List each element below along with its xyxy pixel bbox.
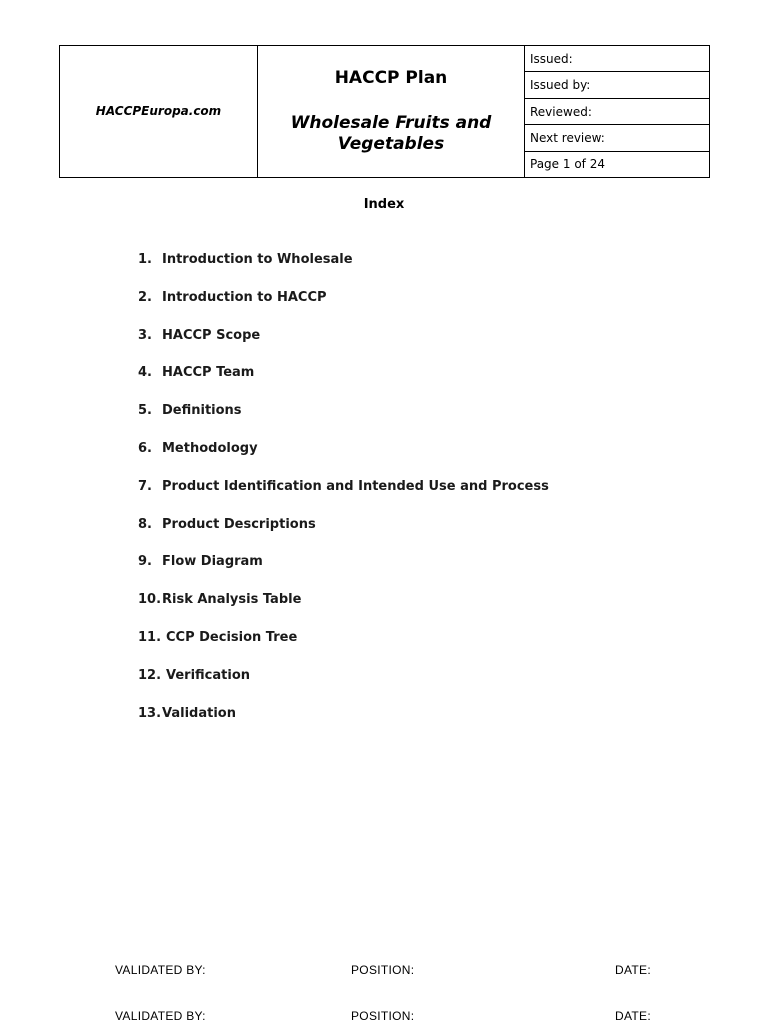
toc-item-label: HACCP Team [162,365,255,381]
toc-item [138,328,549,366]
date-label: DATE: [615,1009,651,1023]
toc-item-label: Methodology [162,440,258,456]
document-subtitle [258,113,524,155]
header-org-cell [60,46,258,177]
page-number-field: Page 1 of 24 [530,157,605,172]
toc-item-label: Product Descriptions [162,516,316,532]
position-label: POSITION: [351,963,415,977]
toc-item [138,365,549,403]
reviewed-field: Reviewed: [525,99,709,125]
document-subtitle-line1: Wholesale Fruits and [290,113,492,133]
toc-item [138,403,549,441]
toc-item [138,706,549,744]
toc-item-label: Introduction to Wholesale [162,252,353,267]
next-review-field: Next review: [525,125,709,151]
toc-item-label: Flow Diagram [162,554,263,570]
toc-item-number: 5. [138,403,152,419]
toc-item-label: Product Identification and Intended Use and Process [162,478,549,494]
toc-item [138,252,549,290]
document-header-table [59,45,710,178]
toc-item-number: 3. [138,327,152,343]
toc-item-number: 2. [138,289,152,305]
toc-item-number: 7. [138,478,152,494]
toc-item [138,479,549,517]
toc-item-number: 1. [138,252,152,267]
document-subtitle-line2: Vegetables [337,134,445,154]
document-title: HACCP Plan [334,68,448,88]
header-meta-cells [525,46,709,177]
toc-item-number: 13. [138,705,162,721]
toc-item-label: HACCP Scope [162,327,261,343]
toc-item-label: Definitions [162,403,242,419]
validated-by-label: VALIDATED BY: [115,1009,206,1023]
toc-item-number: 8. [138,516,152,532]
position-label: POSITION: [351,1009,415,1023]
issued-field: Issued: [525,46,709,72]
date-label: DATE: [615,963,651,977]
issued-by-field: Issued by: [525,72,709,98]
toc-item [138,592,549,630]
toc-item [138,630,549,668]
toc-item-label: Verification [166,667,251,683]
toc-item-label: Risk Analysis Table [162,592,302,608]
toc-item-number: 9. [138,554,152,570]
index-heading: Index [363,197,405,212]
toc-item-label: CCP Decision Tree [166,629,298,645]
toc-item [138,290,549,328]
toc-item-label: Validation [162,705,236,721]
toc-item-label: Introduction to HACCP [162,289,327,305]
toc-item [138,554,549,592]
toc-item-number: 6. [138,440,152,456]
toc-item [138,517,549,555]
toc-item-number: 4. [138,365,152,381]
toc-item-number: 11. [138,629,162,645]
toc-item [138,668,549,706]
toc-item-number: 10. [138,592,162,608]
validated-by-label: VALIDATED BY: [115,963,206,977]
organization-name: HACCPEuropa.com [95,103,222,118]
toc-item [138,441,549,479]
toc-item-number: 12. [138,667,162,683]
table-of-contents [138,252,549,743]
header-title-cell [258,46,525,177]
